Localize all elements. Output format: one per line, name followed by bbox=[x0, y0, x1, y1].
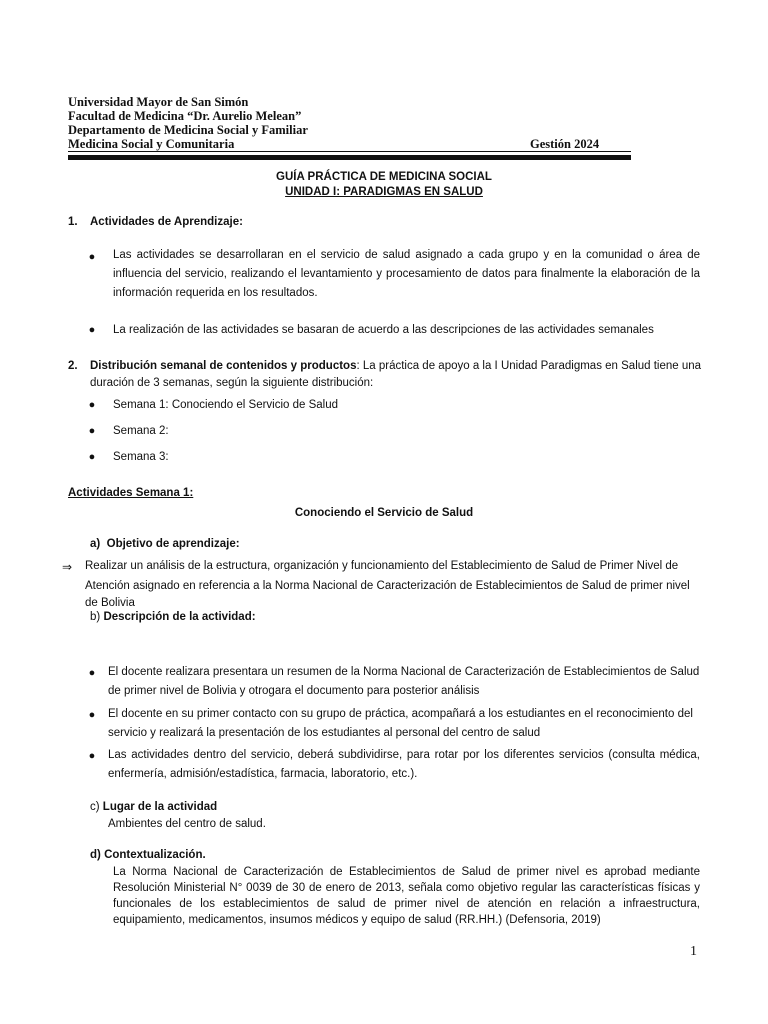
bullet-icon: ● bbox=[88, 667, 96, 679]
bullet-icon: ● bbox=[88, 750, 96, 762]
place-heading-text: Lugar de la actividad bbox=[102, 801, 218, 813]
gestion-label: Gestión 2024 bbox=[530, 137, 600, 151]
context-text: La Norma Nacional de Caracterización de Establecimientos de Salud de primer nivel es aprobad mediante Resolución Ministerial N° 0039 de 30 de enero de 2013, señala como objetivo regular las características físicas y funcionales de los establecimientos de salud de primer nivel de atención en relación a infraestructura, equipamiento, medicamentos, insumos médicos y equipo de salud (RR.HH.) (Defensoria, 2019) bbox=[113, 866, 700, 926]
faculty-name: Facultad de Medicina “Dr. Aurelio Melean” bbox=[68, 109, 302, 123]
place-text: Ambientes del centro de salud. bbox=[108, 818, 266, 830]
bullet-icon: ● bbox=[88, 399, 96, 411]
section1-number: 1. bbox=[68, 216, 78, 228]
objective-heading-text: Objetivo de aprendizaje: bbox=[106, 538, 240, 550]
section1-heading-text: Actividades de Aprendizaje: bbox=[90, 216, 243, 228]
week1-title: Conociendo el Servicio de Salud bbox=[294, 507, 474, 519]
section2-number: 2. bbox=[68, 360, 78, 372]
description-label: b) bbox=[90, 611, 101, 623]
place-label: c) bbox=[90, 801, 100, 813]
objective-line-2: Atención asignado en referencia a la Norma Nacional de Caracterización de Establecimientos de Salud de primer nivel bbox=[85, 580, 690, 592]
bullet-icon: ● bbox=[88, 709, 96, 721]
week1-heading: Actividades Semana 1: bbox=[68, 487, 194, 499]
week-item-1: Semana 1: Conociendo el Servicio de Salud bbox=[113, 399, 339, 411]
subject-name: Medicina Social y Comunitaria bbox=[68, 137, 235, 151]
section2-text-line1: : La práctica de apoyo a la I Unidad Paradigmas en Salud tiene una bbox=[356, 360, 702, 372]
bullet-icon: ● bbox=[88, 451, 96, 463]
header-rule-thin bbox=[68, 151, 631, 152]
section2-heading bbox=[68, 359, 701, 374]
section1-bullet-2: La realización de las actividades se basaran de acuerdo a las descripciones de las actividades semanales bbox=[113, 324, 654, 336]
description-bullet-1: El docente realizara presentara un resumen de la Norma Nacional de Caracterización de Establecimientos de Salud de primer nivel de Bolivia y otrogara el documento para posterior análisis bbox=[108, 666, 700, 697]
week-item-3: Semana 3: bbox=[113, 451, 169, 463]
bullet-icon: ● bbox=[88, 324, 96, 336]
section2-heading-text: Distribución semanal de contenidos y productos bbox=[90, 360, 357, 372]
objective-heading bbox=[90, 537, 240, 552]
department-name: Departamento de Medicina Social y Familiar bbox=[68, 123, 308, 137]
header-rule-thick bbox=[68, 155, 631, 160]
bullet-icon: ● bbox=[88, 251, 96, 263]
arrow-icon: ⇒ bbox=[62, 560, 73, 574]
objective-label: a) bbox=[90, 538, 101, 550]
section1-bullet-1: Las actividades se desarrollaran en el servicio de salud asignado a cada grupo y en la comunidad o área de influencia del servicio, realizando el levantamiento y procesamiento de datos para finalmente la elaboración de la información requerida en los resultados. bbox=[113, 249, 700, 299]
context-label: d) bbox=[90, 849, 101, 861]
objective-line-1: Realizar un análisis de la estructura, organización y funcionamiento del Establecimiento de Salud de Primer Nivel de bbox=[85, 560, 679, 572]
description-heading bbox=[90, 610, 256, 625]
description-bullet-2: El docente en su primer contacto con su grupo de práctica, acompañará a los estudiantes en el reconocimiento del servicio y realizará la presentación de los estudiantes al personal del centro de salud bbox=[108, 708, 693, 739]
section2-text-line2: duración de 3 semanas, según la siguiente distribución: bbox=[90, 377, 374, 389]
description-heading-text: Descripción de la actividad: bbox=[103, 611, 256, 623]
objective-line-3: de Bolivia bbox=[85, 597, 135, 609]
context-heading-text: Contextualización. bbox=[104, 849, 206, 861]
place-heading bbox=[90, 800, 217, 815]
bullet-icon: ● bbox=[88, 425, 96, 437]
section1-heading bbox=[68, 215, 243, 230]
unit-title: UNIDAD I: PARADIGMAS EN SALUD bbox=[285, 186, 483, 198]
week-item-2: Semana 2: bbox=[113, 425, 169, 437]
page-number: 1 bbox=[690, 944, 697, 959]
university-name: Universidad Mayor de San Simón bbox=[68, 95, 249, 109]
description-bullet-3: Las actividades dentro del servicio, deberá subdividirse, para rotar por los diferentes servicios (consulta médica, enfermería, admisión/estadística, farmacia, laboratorio, etc.). bbox=[108, 749, 700, 780]
context-heading bbox=[90, 848, 206, 863]
guide-title: GUÍA PRÁCTICA DE MEDICINA SOCIAL bbox=[276, 171, 492, 183]
